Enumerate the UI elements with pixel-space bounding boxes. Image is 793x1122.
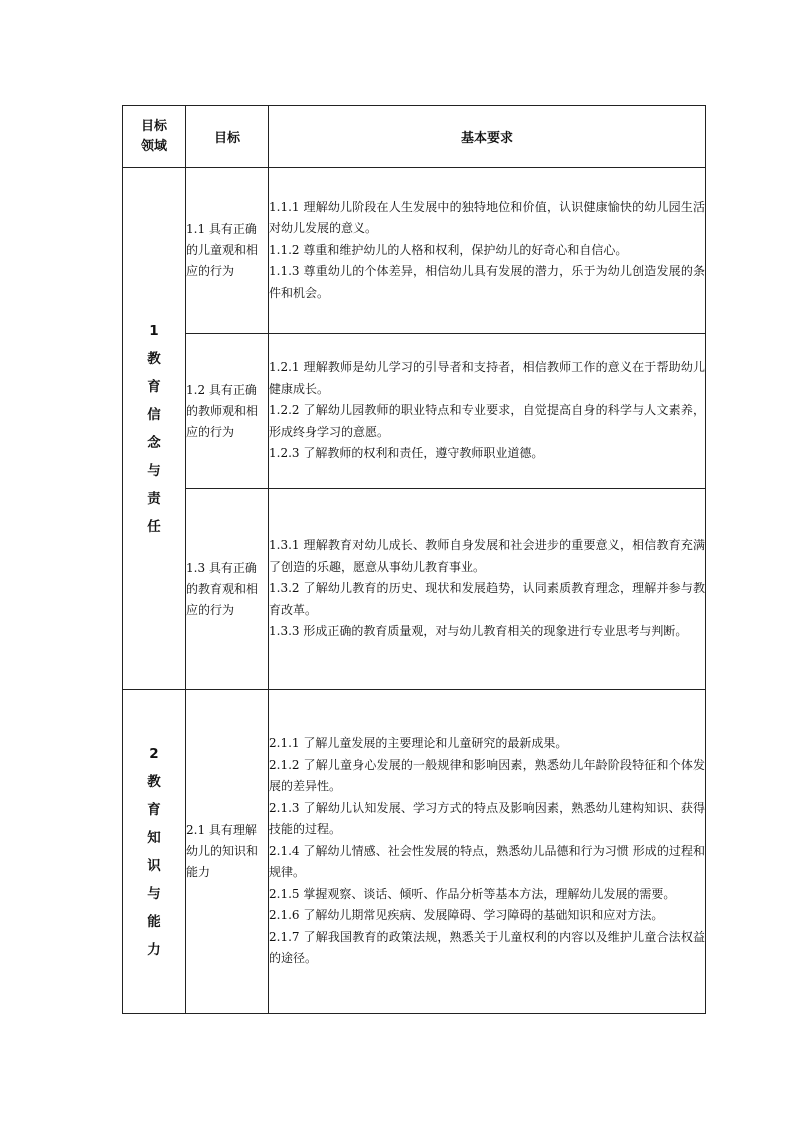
header-row [123,106,706,168]
requirements-cell [269,168,706,334]
requirement-item: 1.3.2 了解幼儿教育的历史、现状和发展趋势，认同素质教育理念，理解并参与教育改革。 [269,581,705,617]
requirement-item: 2.1.1 了解儿童发展的主要理论和儿童研究的最新成果。 [269,736,568,751]
requirement-item: 1.3.1 理解教育对幼儿成长、教师自身发展和社会进步的重要意义，相信教育充满了创造的乐趣，愿意从事幼儿教育事业。 [269,538,705,574]
goal-cell: 2.1 具有理解幼儿的知识和能力 [186,690,269,1014]
area-cell-2 [123,690,186,1014]
requirement-item: 1.2.3 了解教师的权利和责任，遵守教师职业道德。 [269,446,544,461]
requirement-item: 2.1.3 了解幼儿认知发展、学习方式的特点及影响因素，熟悉幼儿建构知识、获得技能的过程。 [269,800,705,837]
header-area: 目标 领域 [123,106,186,168]
header-goal: 目标 [186,106,269,168]
goal-cell: 1.2 具有正确的教师观和相应的行为 [186,334,269,489]
area-title: 教 育 信 念 与 责 任 [147,350,161,535]
area-title: 教 育 知 识 与 能 力 [147,773,161,958]
requirement-item: 1.1.1 理解幼儿阶段在人生发展中的独特地位和价值，认识健康愉快的幼儿园生活对幼儿发展的意义。 [269,199,705,236]
table-row [123,690,706,1014]
requirement-item: 1.1.3 尊重幼儿的个体差异，相信幼儿具有发展的潜力，乐于为幼儿创造发展的条件和机会。 [269,264,705,300]
requirement-item: 1.2.1 理解教师是幼儿学习的引导者和支持者，相信教师工作的意义在于帮助幼儿健康成长。 [269,360,705,396]
requirement-item: 2.1.7 了解我国教育的政策法规，熟悉关于儿童权利的内容以及维护儿童合法权益的途径。 [269,929,705,966]
header-requirements: 基本要求 [269,106,706,168]
table-row [123,168,706,334]
requirement-item: 2.1.2 了解儿童身心发展的一般规律和影响因素，熟悉幼儿年龄阶段特征和个体发展的差异性。 [269,757,705,794]
requirement-item: 1.3.3 形成正确的教育质量观，对与幼儿教育相关的现象进行专业思考与判断。 [269,624,688,639]
goal-cell: 1.1 具有正确的儿童观和相应的行为 [186,168,269,334]
requirement-item: 1.2.2 了解幼儿园教师的职业特点和专业要求，自觉提高自身的科学与人文素养，形成终身学习的意愿。 [269,403,705,439]
table-row [123,489,706,690]
area-number: 2 [149,745,159,762]
requirements-cell [269,690,706,1014]
requirement-item: 1.1.2 尊重和维护幼儿的人格和权利，保护幼儿的好奇心和自信心。 [269,242,628,257]
area-number: 1 [149,322,159,339]
goal-cell: 1.3 具有正确的教育观和相应的行为 [186,489,269,690]
requirement-item: 2.1.6 了解幼儿期常见疾病、发展障碍、学习障碍的基础知识和应对方法。 [269,908,664,923]
requirement-item: 2.1.5 掌握观察、谈话、倾听、作品分析等基本方法，理解幼儿发展的需要。 [269,886,676,901]
requirements-cell [269,489,706,690]
requirement-item: 2.1.4 了解幼儿情感、社会性发展的特点，熟悉幼儿品德和行为习惯 形成的过程和规律。 [269,843,705,880]
table-row [123,334,706,489]
standards-table [122,105,706,1014]
area-cell-1 [123,168,186,690]
requirements-cell [269,334,706,489]
